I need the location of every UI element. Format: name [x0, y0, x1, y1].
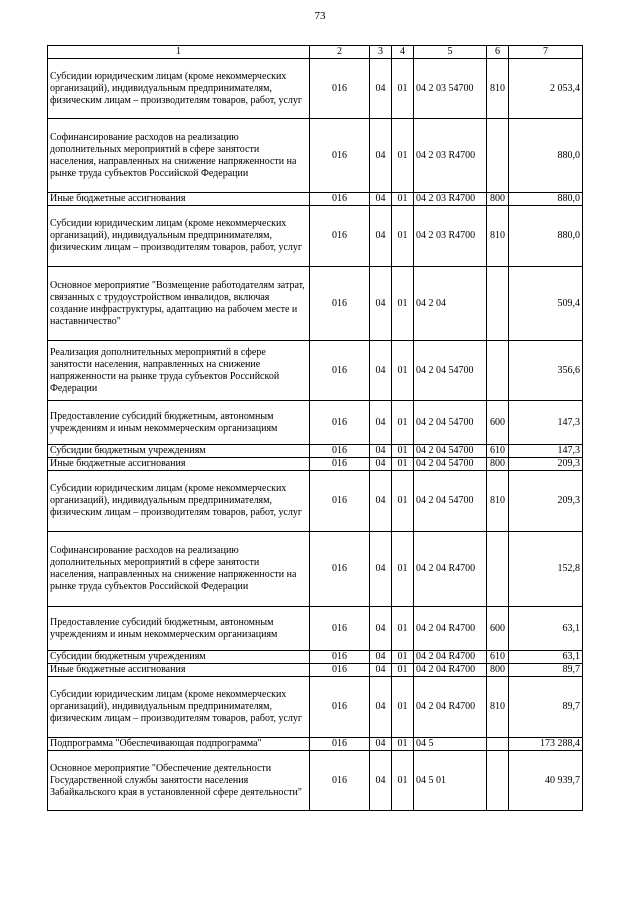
- row-sum: 89,7: [509, 677, 583, 738]
- budget-table: [47, 45, 583, 811]
- row-pr: 01: [392, 738, 414, 751]
- row-csr: 04 2 04 R4700: [414, 664, 487, 677]
- row-name: Основное мероприятие "Возмещение работодателям затрат, связанных с трудоустройством инвалидов, включая создание инфраструктуры, адаптацию на рабочем месте и наставничество": [48, 267, 310, 341]
- row-rz: 04: [370, 751, 392, 811]
- row-grbs: 016: [310, 193, 370, 206]
- row-sum: 173 288,4: [509, 738, 583, 751]
- row-pr: 01: [392, 59, 414, 119]
- row-csr: 04 2 04 R4700: [414, 607, 487, 651]
- row-pr: 01: [392, 458, 414, 471]
- table-row: [48, 651, 583, 664]
- row-csr: 04 2 04 54700: [414, 341, 487, 401]
- row-sum: 880,0: [509, 206, 583, 267]
- row-pr: 01: [392, 193, 414, 206]
- row-grbs: 016: [310, 341, 370, 401]
- table-row: [48, 532, 583, 607]
- row-grbs: 016: [310, 401, 370, 445]
- row-rz: 04: [370, 206, 392, 267]
- row-grbs: 016: [310, 738, 370, 751]
- row-grbs: 016: [310, 445, 370, 458]
- row-vr: [487, 119, 509, 193]
- row-grbs: 016: [310, 677, 370, 738]
- row-vr: [487, 341, 509, 401]
- row-grbs: 016: [310, 651, 370, 664]
- row-pr: 01: [392, 664, 414, 677]
- row-rz: 04: [370, 532, 392, 607]
- row-rz: 04: [370, 664, 392, 677]
- row-pr: 01: [392, 341, 414, 401]
- row-rz: 04: [370, 341, 392, 401]
- table-row: [48, 607, 583, 651]
- row-csr: 04 2 04 54700: [414, 458, 487, 471]
- table-row: [48, 59, 583, 119]
- row-csr: 04 2 03 54700: [414, 59, 487, 119]
- row-vr: 600: [487, 607, 509, 651]
- row-name: Основное мероприятие "Обеспечение деятельности Государственной службы занятости населения Забайкальского края в установленной сфере деятельности": [48, 751, 310, 811]
- row-pr: 01: [392, 445, 414, 458]
- row-grbs: 016: [310, 471, 370, 532]
- row-grbs: 016: [310, 607, 370, 651]
- row-pr: 01: [392, 532, 414, 607]
- row-vr: 810: [487, 471, 509, 532]
- table-row: [48, 341, 583, 401]
- row-vr: [487, 751, 509, 811]
- row-csr: 04 2 04 54700: [414, 471, 487, 532]
- row-rz: 04: [370, 651, 392, 664]
- table-row: [48, 677, 583, 738]
- row-sum: 147,3: [509, 401, 583, 445]
- row-vr: 610: [487, 651, 509, 664]
- row-sum: 356,6: [509, 341, 583, 401]
- row-grbs: 016: [310, 458, 370, 471]
- header-col-4: 4: [392, 46, 414, 59]
- table-row: [48, 738, 583, 751]
- row-rz: 04: [370, 267, 392, 341]
- row-vr: 600: [487, 401, 509, 445]
- row-rz: 04: [370, 59, 392, 119]
- row-name: Субсидии юридическим лицам (кроме некоммерческих организаций), индивидуальным предпринимателям, физическим лицам – производителям товаров, работ, услуг: [48, 59, 310, 119]
- row-rz: 04: [370, 471, 392, 532]
- row-name: Субсидии бюджетным учреждениям: [48, 445, 310, 458]
- row-sum: 2 053,4: [509, 59, 583, 119]
- row-pr: 01: [392, 119, 414, 193]
- row-rz: 04: [370, 738, 392, 751]
- row-pr: 01: [392, 206, 414, 267]
- row-name: Иные бюджетные ассигнования: [48, 664, 310, 677]
- row-rz: 04: [370, 445, 392, 458]
- row-csr: 04 2 04 R4700: [414, 651, 487, 664]
- row-csr: 04 2 04 R4700: [414, 532, 487, 607]
- row-name: Подпрограмма "Обеспечивающая подпрограмма": [48, 738, 310, 751]
- row-pr: 01: [392, 401, 414, 445]
- row-grbs: 016: [310, 206, 370, 267]
- row-vr: 810: [487, 206, 509, 267]
- header-col-1: 1: [48, 46, 310, 59]
- row-name: Иные бюджетные ассигнования: [48, 458, 310, 471]
- row-sum: 147,3: [509, 445, 583, 458]
- row-name: Иные бюджетные ассигнования: [48, 193, 310, 206]
- table-row: [48, 193, 583, 206]
- row-vr: 610: [487, 445, 509, 458]
- row-grbs: 016: [310, 119, 370, 193]
- row-pr: 01: [392, 607, 414, 651]
- row-sum: 152,8: [509, 532, 583, 607]
- row-sum: 40 939,7: [509, 751, 583, 811]
- row-vr: 810: [487, 59, 509, 119]
- row-pr: 01: [392, 471, 414, 532]
- row-csr: 04 2 03 R4700: [414, 193, 487, 206]
- row-name: Софинансирование расходов на реализацию дополнительных мероприятий в сфере занятости населения, направленных на снижение напряженности на рынке труда субъектов Российской Федерации: [48, 532, 310, 607]
- row-rz: 04: [370, 193, 392, 206]
- row-sum: 209,3: [509, 458, 583, 471]
- row-vr: [487, 532, 509, 607]
- table-header-row: [48, 46, 583, 59]
- row-csr: 04 2 04 54700: [414, 445, 487, 458]
- row-grbs: 016: [310, 532, 370, 607]
- row-sum: 880,0: [509, 119, 583, 193]
- row-name: Предоставление субсидий бюджетным, автономным учреждениям и иным некоммерческим организациям: [48, 607, 310, 651]
- row-sum: 63,1: [509, 651, 583, 664]
- table-row: [48, 471, 583, 532]
- row-pr: 01: [392, 751, 414, 811]
- row-vr: 800: [487, 664, 509, 677]
- header-col-5: 5: [414, 46, 487, 59]
- row-pr: 01: [392, 677, 414, 738]
- row-pr: 01: [392, 267, 414, 341]
- row-csr: 04 2 03 R4700: [414, 206, 487, 267]
- table-row: [48, 458, 583, 471]
- row-name: Субсидии юридическим лицам (кроме некоммерческих организаций), индивидуальным предпринимателям, физическим лицам – производителям товаров, работ, услуг: [48, 206, 310, 267]
- row-rz: 04: [370, 401, 392, 445]
- row-grbs: 016: [310, 664, 370, 677]
- row-vr: 800: [487, 458, 509, 471]
- page-number: 73: [314, 10, 326, 22]
- row-csr: 04 5: [414, 738, 487, 751]
- row-sum: 509,4: [509, 267, 583, 341]
- row-csr: 04 2 04 R4700: [414, 677, 487, 738]
- row-name: Субсидии юридическим лицам (кроме некоммерческих организаций), индивидуальным предпринимателям, физическим лицам – производителям товаров, работ, услуг: [48, 677, 310, 738]
- row-name: Софинансирование расходов на реализацию дополнительных мероприятий в сфере занятости населения, направленных на снижение напряженности на рынке труда субъектов Российской Федерации: [48, 119, 310, 193]
- table-row: [48, 267, 583, 341]
- table-row: [48, 445, 583, 458]
- header-col-7: 7: [509, 46, 583, 59]
- row-rz: 04: [370, 119, 392, 193]
- row-grbs: 016: [310, 751, 370, 811]
- row-rz: 04: [370, 677, 392, 738]
- row-csr: 04 5 01: [414, 751, 487, 811]
- row-grbs: 016: [310, 59, 370, 119]
- header-col-3: 3: [370, 46, 392, 59]
- table-row: [48, 751, 583, 811]
- row-sum: 89,7: [509, 664, 583, 677]
- table-row: [48, 206, 583, 267]
- row-vr: [487, 738, 509, 751]
- row-pr: 01: [392, 651, 414, 664]
- row-csr: 04 2 04: [414, 267, 487, 341]
- row-vr: 810: [487, 677, 509, 738]
- row-name: Субсидии юридическим лицам (кроме некоммерческих организаций), индивидуальным предпринимателям, физическим лицам – производителям товаров, работ, услуг: [48, 471, 310, 532]
- table-row: [48, 401, 583, 445]
- header-col-2: 2: [310, 46, 370, 59]
- table-row: [48, 119, 583, 193]
- row-csr: 04 2 04 54700: [414, 401, 487, 445]
- header-col-6: 6: [487, 46, 509, 59]
- row-sum: 63,1: [509, 607, 583, 651]
- row-vr: [487, 267, 509, 341]
- row-name: Субсидии бюджетным учреждениям: [48, 651, 310, 664]
- row-sum: 880,0: [509, 193, 583, 206]
- row-rz: 04: [370, 458, 392, 471]
- row-rz: 04: [370, 607, 392, 651]
- row-sum: 209,3: [509, 471, 583, 532]
- row-name: Реализация дополнительных мероприятий в сфере занятости населения, направленных на снижение напряженности на рынке труда субъектов Российской Федерации: [48, 341, 310, 401]
- row-grbs: 016: [310, 267, 370, 341]
- row-name: Предоставление субсидий бюджетным, автономным учреждениям и иным некоммерческим организациям: [48, 401, 310, 445]
- row-csr: 04 2 03 R4700: [414, 119, 487, 193]
- table-row: [48, 664, 583, 677]
- row-vr: 800: [487, 193, 509, 206]
